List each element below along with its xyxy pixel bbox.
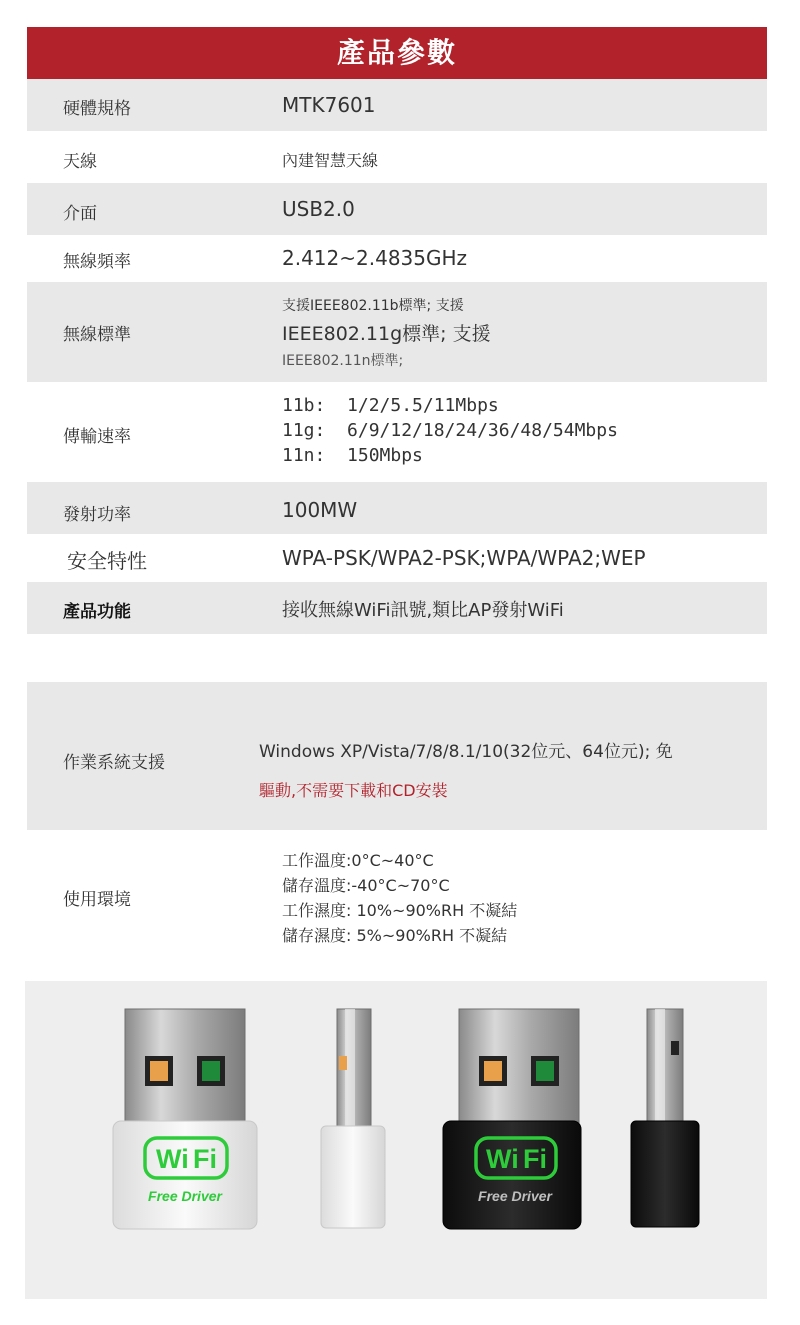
spec-label: 天線 <box>63 152 97 172</box>
spec-label: 安全特性 <box>67 549 147 573</box>
spec-value: 100MW <box>282 498 358 522</box>
spec-line: Windows XP/Vista/7/8/8.1/10(32位元、64位元); 免 <box>259 742 673 762</box>
page-title: 產品參數 <box>27 27 767 79</box>
black-adapter-front <box>443 1009 581 1229</box>
spec-value: 接收無線WiFi訊號,類比AP發射WiFi <box>282 600 564 621</box>
product-photo <box>25 981 767 1299</box>
spec-label: 介面 <box>63 204 97 224</box>
logo-tagline: Free Driver <box>148 1188 222 1204</box>
spec-line: 工作濕度: 10%~90%RH 不凝結 <box>282 901 518 920</box>
spec-label: 傳輸速率 <box>63 427 131 447</box>
spec-row-function <box>27 582 767 634</box>
spec-line: 工作溫度:0°C~40°C <box>282 851 434 870</box>
spec-line: IEEE802.11n標準; <box>282 353 404 369</box>
spec-label: 作業系統支援 <box>63 753 165 773</box>
spec-line: 11n: 150Mbps <box>282 445 423 466</box>
spec-line: 儲存濕度: 5%~90%RH 不凝結 <box>282 926 508 945</box>
spec-row-interface <box>27 183 767 235</box>
spec-line: 11g: 6/9/12/18/24/36/48/54Mbps <box>282 420 618 441</box>
spec-line: 儲存溫度:-40°C~70°C <box>282 876 450 895</box>
white-adapter-front <box>113 1009 257 1229</box>
usb-adapters-illustration <box>25 981 767 1299</box>
spec-value: USB2.0 <box>282 197 355 221</box>
spec-row-environment <box>27 830 767 960</box>
logo-wi: Wi <box>156 1144 189 1174</box>
logo-tagline: Free Driver <box>478 1188 552 1204</box>
spec-line: 支援IEEE802.11b標準; 支援 <box>282 298 464 314</box>
spec-label: 無線標準 <box>63 325 131 345</box>
spec-row-standard <box>27 282 767 382</box>
spec-value: 2.412~2.4835GHz <box>282 246 468 270</box>
white-adapter-side <box>321 1009 385 1228</box>
spec-row-rate <box>27 382 767 482</box>
black-adapter-side <box>631 1009 699 1227</box>
spec-line: IEEE802.11g標準; 支援 <box>282 323 491 345</box>
spec-row-security <box>27 534 767 582</box>
spec-label: 發射功率 <box>63 505 131 525</box>
spec-label: 使用環境 <box>63 890 131 910</box>
spec-value: 內建智慧天線 <box>282 151 379 170</box>
logo-fi: Fi <box>523 1144 547 1174</box>
spec-label: 產品功能 <box>63 602 131 622</box>
spec-value: WPA-PSK/WPA2-PSK;WPA/WPA2;WEP <box>282 546 646 570</box>
logo-fi: Fi <box>193 1144 217 1174</box>
spec-label: 硬體規格 <box>63 99 131 119</box>
logo-wi: Wi <box>486 1144 519 1174</box>
spec-line: 驅動,不需要下載和CD安裝 <box>259 781 448 800</box>
spec-value: MTK7601 <box>282 93 376 117</box>
spec-row-antenna <box>27 131 767 183</box>
spec-row-chipset <box>27 79 767 131</box>
spec-label: 無線頻率 <box>63 252 131 272</box>
spec-line: 11b: 1/2/5.5/11Mbps <box>282 395 499 416</box>
spec-row-os <box>27 682 767 830</box>
spec-row-frequency <box>27 235 767 282</box>
spec-row-power <box>27 482 767 534</box>
